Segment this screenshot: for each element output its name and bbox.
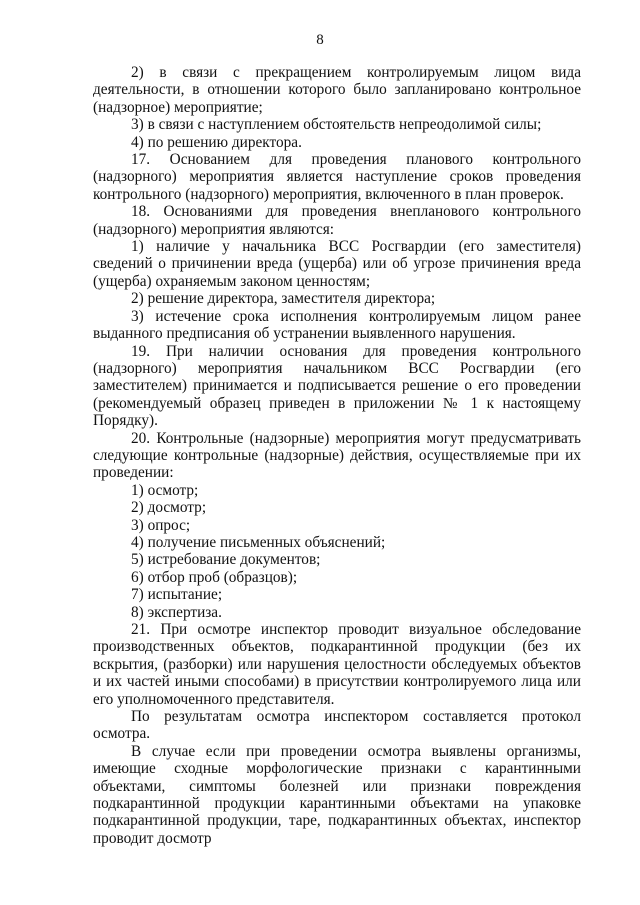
paragraph: 21. При осмотре инспектор проводит визуальное обследование производственных объектов, подкарантинной продукции (без их вскрытия, (разборки) или нарушения целостности обследуемых объектов и их частей иными способами) в присутствии контролируемого лица или его уполномоченного представителя. (93, 621, 581, 708)
paragraph: 4) по решению директора. (131, 133, 302, 151)
paragraph: 19. При наличии основания для проведения контрольного (надзорного) мероприятия начальником ВСС Росгвардии (его заместителем) принимается и подписывается решение о его проведении (рекомендуемый образец приведен в приложении № 1 к настоящему Порядку). (93, 342, 581, 430)
list-item: 3) опрос; (131, 516, 191, 534)
paragraph: 20. Контрольные (надзорные) мероприятия могут предусматривать следующие контрольные (надзорные) действия, осуществляемые при их проведении: (93, 429, 581, 482)
paragraph: 2) в связи с прекращением контролируемым лицом вида деятельности, в отношении которого было запланировано контрольное (надзорное) мероприятие; (93, 64, 581, 116)
list-item: 1) осмотр; (131, 481, 199, 499)
paragraph: 3) в связи с наступлением обстоятельств непреодолимой силы; (131, 116, 542, 134)
paragraph: 2) решение директора, заместителя директора; (131, 290, 436, 308)
list-item: 7) испытание; (131, 586, 223, 604)
paragraph: 17. Основанием для проведения планового контрольного (надзорного) мероприятия является наступление сроков проведения контрольного (надзорного) мероприятия, включенного в план проверок. (93, 151, 581, 203)
paragraph: 18. Основаниями для проведения внепланового контрольного (надзорного) мероприятия являются: (93, 203, 581, 238)
document-body (93, 64, 581, 847)
paragraph: По результатам осмотра инспектором составляется протокол осмотра. (93, 708, 581, 743)
list-item: 5) истребование документов; (131, 551, 321, 569)
paragraph: 3) истечение срока исполнения контролируемым лицом ранее выданного предписания об устранении выявленного нарушения. (93, 307, 581, 343)
list-item: 2) досмотр; (131, 499, 207, 517)
list-item: 4) получение письменных объяснений; (131, 533, 386, 551)
list-item: 6) отбор проб (образцов); (131, 568, 298, 586)
paragraph: В случае если при проведении осмотра выявлены организмы, имеющие сходные морфологические признаки с карантинными объектами, симптомы болезней или признаки повреждения подкарантинной продукции карантинными объектами на упаковке подкарантинной продукции, таре, подкарантинных объектах, инспектор проводит досмотр (93, 742, 581, 847)
paragraph: 1) наличие у начальника ВСС Росгвардии (его заместителя) сведений о причинении вреда (ущерба) или об угрозе причинения вреда (ущерба) охраняемым законом ценностям; (93, 238, 581, 290)
page-number: 8 (316, 32, 324, 48)
list-item: 8) экспертиза. (131, 603, 222, 621)
